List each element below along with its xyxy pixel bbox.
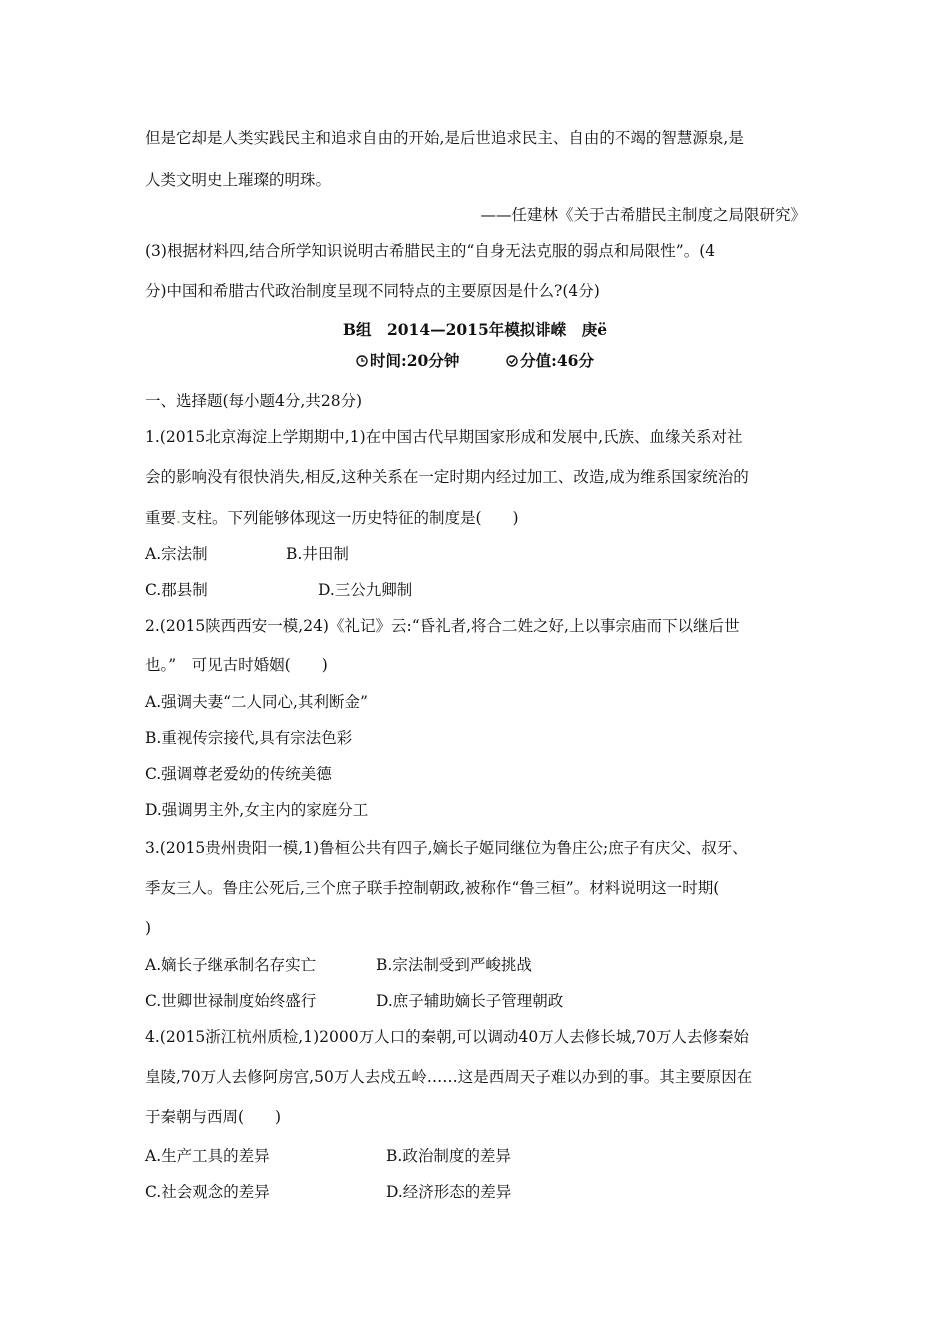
q1-option-d: D.三公九卿制 xyxy=(318,581,413,599)
q2-option-b: B.重视传宗接代,具有宗法色彩 xyxy=(145,729,353,747)
q4-line-1: 4.(2015浙江杭州质检,1)2000万人口的秦朝,可以调动40万人去修长城,70万人去修秦始 xyxy=(145,1028,749,1046)
q3-line-3: ) xyxy=(145,919,152,937)
question3-line-1: (3)根据材料四,结合所学知识说明古希腊民主的“自身无法克服的弱点和局限性”。(4 xyxy=(145,242,716,260)
material-source: ——任建林《关于古希腊民主制度之局限研究》 xyxy=(480,206,806,224)
q4-line-2: 皇陵,70万人去修阿房宫,50万人去戍五岭……这是西周天子难以办到的事。其主要原因在 xyxy=(145,1068,753,1086)
q4-option-c: C.社会观念的差异 xyxy=(145,1183,270,1201)
q1-option-a: A.宗法制 xyxy=(145,545,208,563)
q2-line-1: 2.(2015陕西西安一模,24)《礼记》云:“昏礼者,将合二姓之好,上以事宗庙而下以继后世 xyxy=(145,617,740,635)
question3-line-2: 分)中国和希腊古代政治制度呈现不同特点的主要原因是什么?(4分) xyxy=(145,282,600,300)
q3-option-b: B.宗法制受到严峻挑战 xyxy=(376,956,532,974)
q2-option-a: A.强调夫妻“二人同心,其利断金” xyxy=(145,693,368,711)
q4-option-d: D.经济形态的差异 xyxy=(386,1183,512,1201)
section-meta xyxy=(0,351,950,371)
check-icon xyxy=(506,355,518,367)
q3-line-2: 季友三人。鲁庄公死后,三个庶子联手控制朝政,被称作“鲁三桓”。材料说明这一时期( xyxy=(145,879,720,897)
score-text: 分值:46分 xyxy=(520,351,594,370)
material-text-line-2: 人类文明史上璀璨的明珠。 xyxy=(145,171,332,189)
q4-line-3: 于秦朝与西周( ) xyxy=(145,1108,282,1126)
q1-line-2: 会的影响没有很快消失,相反,这种关系在一定时期内经过加工、改造,成为维系国家统治的 xyxy=(145,468,749,486)
q2-line-2: 也。” 可见古时婚姻( ) xyxy=(145,656,328,674)
q3-option-a: A.嫡长子继承制名存实亡 xyxy=(145,956,317,974)
score-info xyxy=(506,351,594,371)
q4-option-a: A.生产工具的差异 xyxy=(145,1147,270,1165)
q1-line-3-end: 支柱。下列能够体现这一历史特征的制度是( ) xyxy=(180,509,519,527)
q3-line-1: 3.(2015贵州贵阳一模,1)鲁桓公共有四子,嫡长子姬同继位为鲁庄公;庶子有庆父、叔牙、 xyxy=(145,839,748,857)
q1-mark-dot: . xyxy=(176,509,181,527)
q1-line-3-start: 重要 xyxy=(145,509,177,527)
q2-option-c: C.强调尊老爱幼的传统美德 xyxy=(145,765,332,783)
time-text: 时间:20分钟 xyxy=(370,351,460,370)
q1-line-3 xyxy=(145,508,519,528)
clock-icon xyxy=(356,355,368,367)
q3-option-d: D.庶子辅助嫡长子管理朝政 xyxy=(376,992,564,1010)
q4-option-b: B.政治制度的差异 xyxy=(386,1147,511,1165)
part1-heading: 一、选择题(每小题4分,共28分) xyxy=(145,392,363,410)
material-text-line-1: 但是它却是人类实践民主和追求自由的开始,是后世追求民主、自由的不竭的智慧源泉,是 xyxy=(145,129,744,147)
q2-option-d: D.强调男主外,女主内的家庭分工 xyxy=(145,801,369,819)
time-info xyxy=(356,351,459,371)
q1-option-c: C.郡县制 xyxy=(145,581,208,599)
q1-option-b: B.井田制 xyxy=(286,545,349,563)
q1-line-1: 1.(2015北京海淀上学期期中,1)在中国古代早期国家形成和发展中,氏族、血缘关系对社 xyxy=(145,428,743,446)
q3-option-c: C.世卿世禄制度始终盛行 xyxy=(145,992,317,1010)
section-title: B组 2014—2015年模拟诽嵘 庚ё xyxy=(342,320,608,339)
